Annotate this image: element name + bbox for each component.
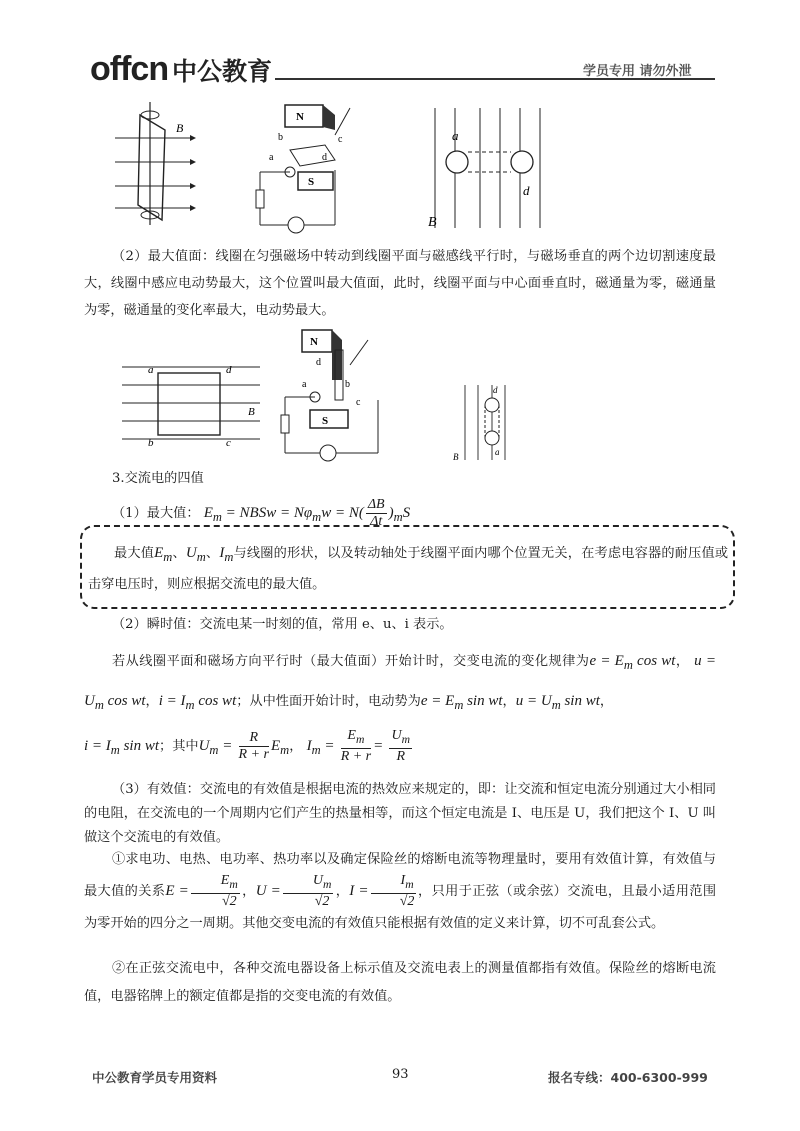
svg-text:a: a (302, 379, 307, 390)
svg-text:a: a (269, 152, 274, 163)
brand-name: 中公教育 (172, 57, 273, 86)
small-top-view-figure (453, 385, 505, 462)
field-lines-figure (122, 364, 260, 449)
max-value-formula-line: （1）最大值： $E_m$ = NBSw = $N\varphi_mw = N$( $\frac{\Delta B}{\Delta t}$ )$_mS$ (112, 497, 411, 529)
coil-field-figure (115, 102, 196, 225)
effective-value-paragraph: （3）有效值：交流电的有效值是根据电流的热效应来规定的，即：让交流和恒定电流分别通过大小相同的电阻，在交流电的一个周期内它们产生的热量相等，而这个恒定电流是 I、电压是 U，我们把这个 I、U 叫做这个交流电的有效值。 (84, 782, 716, 845)
max-value-paragraph: （2）最大值面：线圈在匀强磁场中转动到线圈平面与磁感线平行时，与磁场垂直的两个边切割速度最大，线圈中感应电动势最大，这个位置叫最大值面，此时，线圈平面与中心面垂直时，磁通量为零，磁通量为零，磁通量的变化率最大，电动势最大。 (84, 249, 716, 318)
svg-text:B: B (453, 452, 459, 462)
header-tagline: 学员专用 请勿外泄 (583, 64, 692, 79)
sine-effective-paragraph: ②在正弦交流电中，各种交流电器设备上标示值及交流电表上的测量值都指有效值。保险丝的熔断电流值，电器铭牌上的额定值都是指的交变电流的有效值。 (84, 961, 716, 1004)
section-title: 3.交流电的四值 (112, 471, 204, 486)
svg-text:c: c (338, 134, 343, 145)
svg-text:N: N (296, 111, 304, 123)
svg-text:d: d (316, 357, 321, 368)
svg-text:B: B (428, 215, 437, 230)
top-view-figure (428, 108, 540, 230)
svg-text:b: b (148, 437, 154, 449)
instant-value-formulas: $i = I_m$ sin wt；其中$U_m$ = $\frac{R}{R + r}$ $E_m$， $I_m$ = $\frac{E_m}{R + r}$ = $\frac{U_m}{R}$ (84, 728, 411, 764)
instant-value-paragraph: 若从线圈平面和磁场方向平行时（最大值面）开始计时，交变电流的变化规律为$e = E_m$ cos wt， $u = U_m$ cos wt，$i = I_m$ cos wt；从中性面开始计时，电动势为$e = E_m$ sin wt，$u = U_m$ sin wt， (84, 653, 716, 712)
svg-text:a: a (452, 128, 459, 143)
svg-text:d: d (322, 152, 327, 163)
rotated-generator-figure (281, 330, 378, 461)
generator-figure (256, 105, 350, 233)
svg-text:b: b (345, 379, 350, 390)
svg-text:d: d (226, 364, 232, 376)
field-label: B (176, 121, 184, 135)
effective-value-note: ①求电功、电热、电功率、热功率以及确定保险丝的熔断电流等物理量时，要用有效值计算，有效值与最大值的关系E = $\frac{E_m}{√2}$ ，U = $\frac{U_m}{√2}$ ，I = $\frac{I_m}{√2}$ ，只用于正弦（或余弦）交流电，且最小适用范围为零开始的四分之一周期。其他交变电流的有效值只能根据有效值的定义来计算，切不可乱套公式。 (84, 852, 717, 931)
page-number: 93 (392, 1067, 409, 1082)
svg-text:b: b (278, 132, 283, 143)
svg-text:d: d (493, 385, 498, 395)
db-dt-fraction: $\frac{\Delta B}{\Delta t}$ (367, 497, 385, 529)
svg-text:c: c (226, 437, 231, 449)
svg-text:N: N (310, 336, 318, 348)
top-figures (110, 100, 590, 238)
svg-text:c: c (356, 397, 361, 408)
svg-text:d: d (523, 183, 530, 198)
footer-hotline: 报名专线：400-6300-999 (548, 1070, 708, 1085)
svg-text:S: S (322, 415, 329, 427)
max-value-note: 最大值$E_m$、$U_m$、$I_m$与线圈的形状，以及转动轴处于线圈平面内哪个位置无关，在考虑电容器的耐压值或击穿电压时，则应根据交流电的最大值。 (88, 545, 729, 592)
footer-left: 中公教育学员专用资料 (92, 1070, 218, 1085)
svg-text:a: a (148, 364, 154, 376)
middle-figures (120, 325, 540, 465)
offcn-logo: offcn (90, 50, 169, 88)
svg-text:S: S (308, 176, 315, 188)
svg-text:a: a (495, 447, 500, 457)
max-value-formula: $E_m$ = NBSw = $N\varphi_mw = N$( (203, 505, 364, 524)
instant-value-heading: （2）瞬时值：交流电某一时刻的值，常用 e、u、i 表示。 (112, 617, 453, 632)
svg-text:B: B (248, 406, 255, 418)
